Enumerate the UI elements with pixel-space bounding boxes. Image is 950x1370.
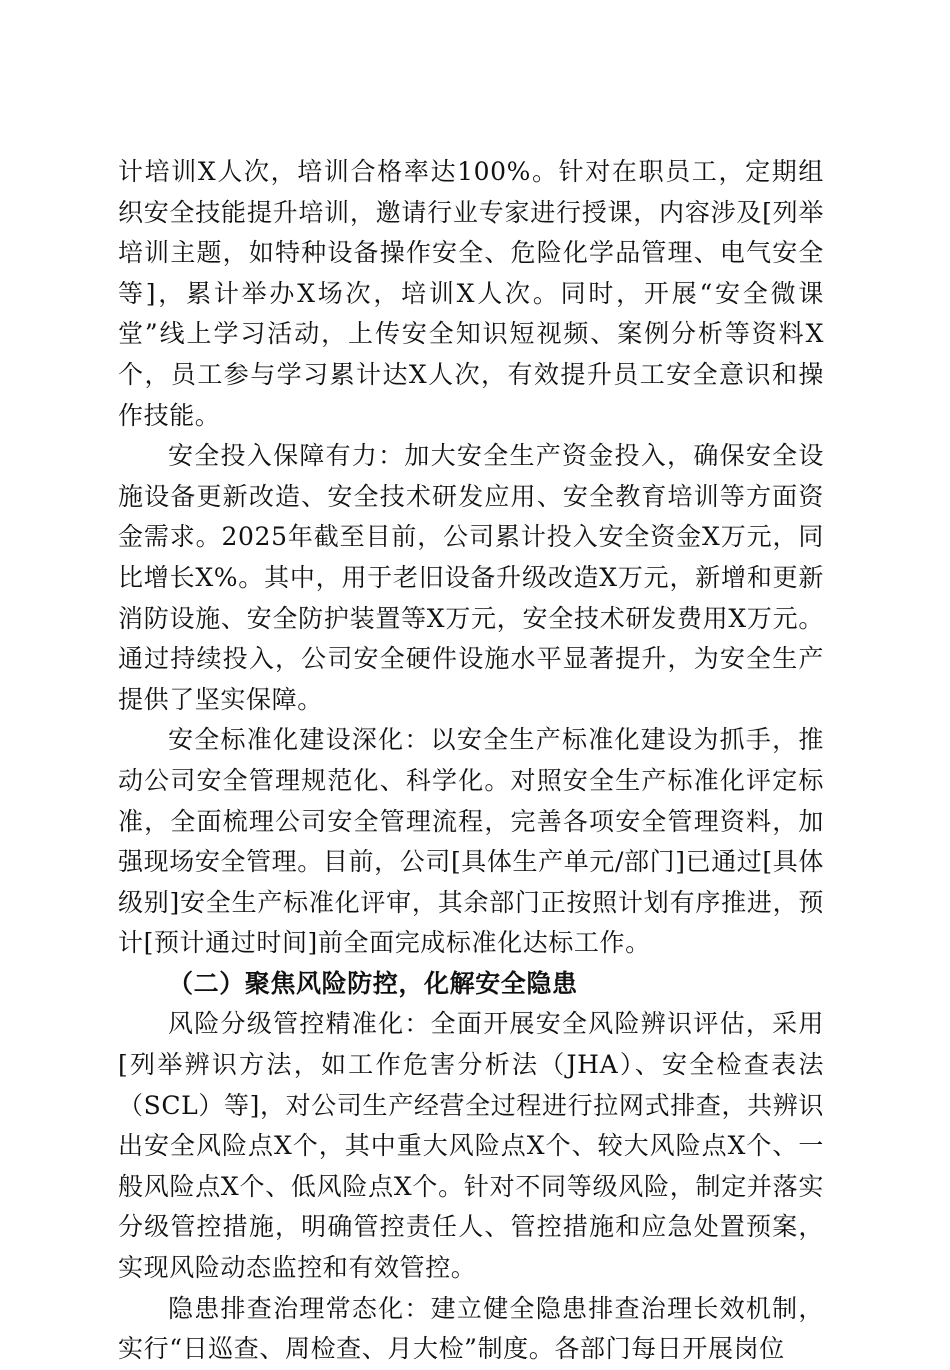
paragraph-safety-standardization: 安全标准化建设深化：以安全生产标准化建设为抓手，推动公司安全管理规范化、科学化。对照安全生产标准化评定标准，全面梳理公司安全管理流程，完善各项安全管理资料，加强现场安全管理。目前，公司[具体生产单元/部门]已通过[具体级别]安全生产标准化评审，其余部门正按照计划有序推进，预计[预计通过时间]前全面完成标准化达标工作。 [118,725,824,958]
document-page [118,152,824,1370]
paragraph-risk-classification: 风险分级管控精准化：全面开展安全风险辨识评估，采用[列举辨识方法，如工作危害分析法（JHA）、安全检查表法（SCL）等]，对公司生产经营全过程进行拉网式排查，共辨识出安全风险点X个，其中重大风险点X个、较大风险点X个、一般风险点X个、低风险点X个。针对不同等级风险，制定并落实分级管控措施，明确管控责任人、管控措施和应急处置预案，实现风险动态监控和有效管控。 [118,1009,824,1283]
paragraph-training-continued: 计培训X人次，培训合格率达100%。针对在职员工，定期组织安全技能提升培训，邀请行业专家进行授课，内容涉及[列举培训主题，如特种设备操作安全、危险化学品管理、电气安全等]，累计举办X场次，培训X人次。同时，开展“安全微课堂”线上学习活动，上传安全知识短视频、案例分析等资料X个，员工参与学习累计达X人次，有效提升员工安全意识和操作技能。 [118,157,824,430]
paragraph-hazard-inspection: 隐患排查治理常态化：建立健全隐患排查治理长效机制，实行“日巡查、周检查、月大检”制度。各部门每日开展岗位 [118,1293,824,1364]
paragraph-safety-investment: 安全投入保障有力：加大安全生产资金投入，确保安全设施设备更新改造、安全技术研发应用、安全教育培训等方面资金需求。2025年截至目前，公司累计投入安全资金X万元，同比增长X%。其中，用于老旧设备升级改造X万元，新增和更新消防设施、安全防护装置等X万元，安全技术研发费用X万元。通过持续投入，公司安全硬件设施水平显著提升，为安全生产提供了坚实保障。 [118,441,824,714]
section-heading-risk-control: （二）聚焦风险防控，化解安全隐患 [168,968,578,998]
